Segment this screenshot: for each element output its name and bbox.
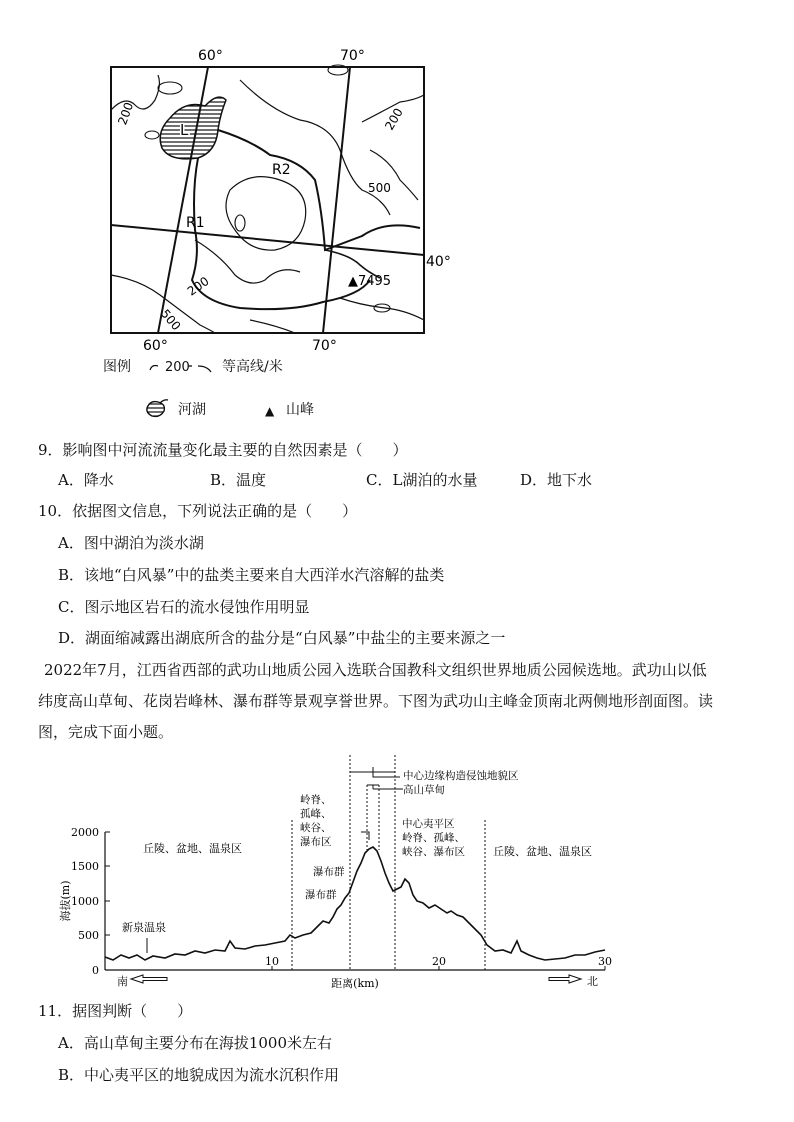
q9-option-b[interactable]: B．温度 <box>210 471 267 489</box>
x-tick-30: 30 <box>598 955 612 968</box>
q9-option-c[interactable]: C．L湖泊的水量 <box>366 471 478 489</box>
lon-label-top-60: 60° <box>198 48 223 64</box>
terrain-line <box>105 847 605 960</box>
ridge-zone-left-line: 岭脊、 <box>300 794 332 806</box>
question-10-stem: 10．依据图文信息，下列说法正确的是（ ） <box>38 502 358 520</box>
contour-blob <box>235 215 245 231</box>
x-tick-20: 20 <box>432 955 446 968</box>
y-tick-1000: 1000 <box>71 895 99 908</box>
direction-south: 南 <box>117 975 128 988</box>
terrain-profile <box>55 755 625 995</box>
contour-label: 500 <box>368 181 391 195</box>
zone-right-label: 丘陵、盆地、温泉区 <box>493 845 592 858</box>
legend-title: 图例 <box>103 359 131 375</box>
y-tick-2000: 2000 <box>71 826 99 839</box>
contour-line <box>111 75 159 110</box>
q10-option-a[interactable]: A．图中湖泊为淡水湖 <box>58 534 204 552</box>
contour-line <box>340 298 424 320</box>
waterfall-label: 瀑布群 <box>305 889 337 901</box>
river-label-r2: R2 <box>272 162 291 178</box>
q9-option-d[interactable]: D．地下水 <box>520 471 593 489</box>
lon-label-bottom-60: 60° <box>143 338 168 354</box>
contour-line <box>195 240 300 283</box>
ridge-zone-left-line: 孤峰、 <box>300 808 332 820</box>
legend-lake-text: 河湖 <box>178 402 206 418</box>
legend-contour-value: 200 <box>165 360 190 375</box>
x-axis-label: 距离(km) <box>331 977 379 990</box>
direction-north: 北 <box>587 975 598 988</box>
legend-contour-tail-icon <box>197 358 215 376</box>
y-tick-1500: 1500 <box>71 860 99 873</box>
meadow-label: 高山草甸 <box>403 784 445 796</box>
q10-option-d[interactable]: D．湖面缩减露出湖底所含的盐分是“白风暴”中盐尘的主要来源之一 <box>58 629 506 647</box>
q10-option-b[interactable]: B．该地“白风暴”中的盐类主要来自大西洋水汽溶解的盐类 <box>58 566 445 584</box>
zone-left-label: 丘陵、盆地、温泉区 <box>143 842 242 855</box>
lake-label: L <box>180 121 189 139</box>
contour-blob <box>158 82 182 94</box>
peak-label: ▲7495 <box>348 274 392 289</box>
passage-line: 纬度高山草甸、花岗岩峰林、瀑布群等景观享誉世界。下图为武功山主峰金顶南北两侧地形剖面图。读 <box>38 692 714 710</box>
lon-label-bottom-70: 70° <box>312 338 337 354</box>
legend-contour-text: 等高线/米 <box>222 359 283 375</box>
legend-peak-text: 山峰 <box>286 402 314 418</box>
ridge-zone-left-line: 峡谷、 <box>300 822 332 834</box>
contour-label: 200 <box>184 273 212 299</box>
x-tick-10: 10 <box>265 955 279 968</box>
y-tick-0: 0 <box>92 964 99 977</box>
q10-option-c[interactable]: C．图示地区岩石的流水侵蚀作用明显 <box>58 598 310 616</box>
central-plain-label: 中心夷平区 <box>402 818 455 830</box>
y-tick-500: 500 <box>78 929 99 942</box>
q11-option-a[interactable]: A．高山草甸主要分布在海拔1000米左右 <box>58 1034 333 1052</box>
passage-line: 图，完成下面小题。 <box>38 723 174 741</box>
ridge-zone-left-line: 瀑布区 <box>300 836 332 848</box>
waterfall-label: 瀑布群 <box>313 866 345 878</box>
hot-spring-label: 新泉温泉 <box>122 921 166 934</box>
question-11-stem: 11．据图判断（ ） <box>38 1002 193 1020</box>
peak-legend-icon: ▲ <box>265 404 275 418</box>
erosion-zone-label: 中心边缘构造侵蚀地貌区 <box>403 770 519 782</box>
q11-option-b[interactable]: B．中心夷平区的地貌成因为流水沉积作用 <box>58 1066 340 1084</box>
question-9-stem: 9．影响图中河流流量变化最主要的自然因素是（ ） <box>38 441 408 459</box>
contour-blob <box>145 131 159 139</box>
passage-line: 2022年7月，江西省西部的武功山地质公园入选联合国教科文组织世界地质公园候选地。武功山以低 <box>44 661 707 679</box>
lat-label-40: 40° <box>426 254 451 270</box>
river-label-r1: R1 <box>186 215 205 231</box>
contour-label: 200 <box>382 105 406 133</box>
q9-option-a[interactable]: A．降水 <box>58 471 114 489</box>
ridge-zone-right-line: 峡谷、瀑布区 <box>402 846 465 858</box>
contour-label: 200 <box>115 100 137 127</box>
south-arrow-icon <box>131 975 167 983</box>
longitude-line-70 <box>323 67 350 333</box>
north-arrow-icon <box>549 975 581 983</box>
lake-legend-icon <box>144 398 170 420</box>
ridge-zone-right-line: 岭脊、孤峰、 <box>402 832 465 844</box>
lon-label-top-70: 70° <box>340 48 365 64</box>
contour-line <box>250 320 295 333</box>
contour-label: 500 <box>157 306 184 334</box>
lake-l <box>160 97 226 159</box>
y-axis-label: 海拔(m) <box>59 880 72 922</box>
